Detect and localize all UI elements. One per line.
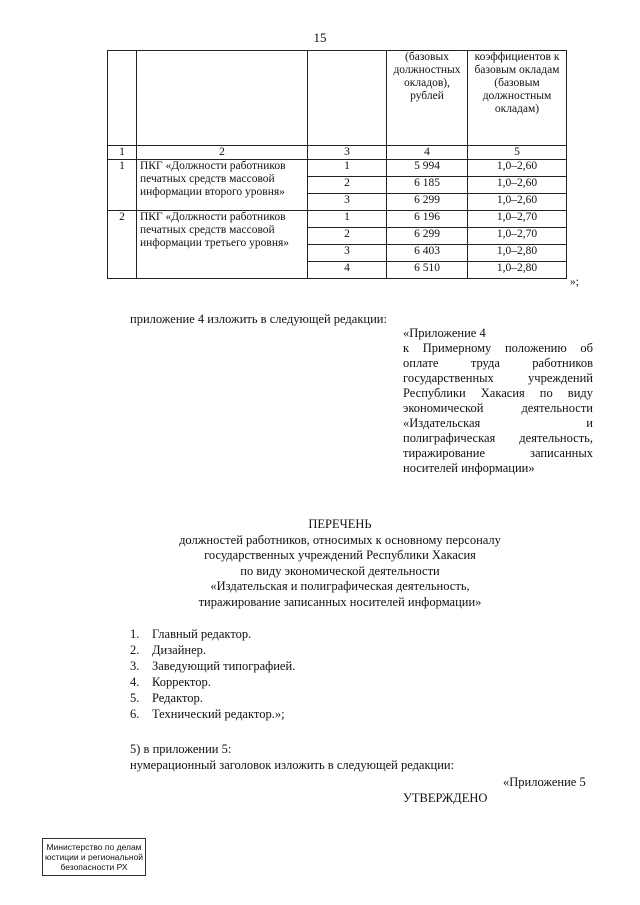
table-row — [108, 160, 567, 177]
list-item-number: 5. — [130, 691, 140, 705]
header-salary-cell: (базовых должностных окладов), рублей — [387, 51, 468, 146]
positions-list — [130, 626, 295, 722]
appendix5-title: «Приложение 5 — [503, 775, 586, 789]
col-number: 5 — [468, 146, 567, 160]
heading-line: «Издательская и полиграфическая деятельность, — [210, 579, 470, 593]
page-number: 15 — [313, 30, 327, 45]
list-item — [130, 690, 295, 706]
appendix5-instruction: нумерационный заголовок изложить в следующей редакции: — [130, 758, 455, 772]
col-number: 3 — [308, 146, 387, 160]
list-item-number: 2. — [130, 643, 140, 657]
caption-line: тиражирование записанных — [403, 446, 593, 460]
caption-line: Республики Хакасия по виду — [403, 386, 593, 400]
approved-label: УТВЕРЖДЕНО — [403, 791, 488, 805]
coef-cell: 1,0–2,80 — [468, 262, 567, 279]
salary-cell: 6 299 — [387, 194, 468, 211]
level-cell: 3 — [308, 245, 387, 262]
col-number: 1 — [108, 146, 137, 160]
caption-line: государственных учреждений — [403, 371, 593, 385]
coef-cell: 1,0–2,80 — [468, 245, 567, 262]
salary-cell: 6 196 — [387, 211, 468, 228]
list-item-text: Редактор. — [152, 691, 203, 705]
col-number: 2 — [137, 146, 308, 160]
ministry-stamp — [42, 838, 146, 876]
list-item-text: Главный редактор. — [152, 627, 252, 641]
coef-cell: 1,0–2,70 — [468, 228, 567, 245]
list-item-number: 4. — [130, 675, 140, 689]
level-cell: 4 — [308, 262, 387, 279]
stamp-line: юстиции и региональной — [44, 852, 144, 862]
caption-line: «Издательская и — [403, 416, 593, 430]
list-heading — [0, 517, 640, 610]
list-item-number: 3. — [130, 659, 140, 673]
appendix4-caption — [403, 341, 593, 476]
list-item — [130, 626, 295, 642]
heading-title: ПЕРЕЧЕНЬ — [308, 517, 372, 531]
level-cell: 1 — [308, 211, 387, 228]
group-number: 2 — [108, 211, 137, 279]
header-cell — [137, 51, 308, 146]
list-item-text: Дизайнер. — [152, 643, 207, 657]
list-item-text: Корректор. — [152, 675, 211, 689]
col-number: 4 — [387, 146, 468, 160]
group-name: ПКГ «Должности работников печатных средств массовой информации второго уровня» — [137, 160, 308, 211]
level-cell: 3 — [308, 194, 387, 211]
heading-line: должностей работников, относимых к основному персоналу — [179, 532, 501, 547]
table-header-row — [108, 51, 567, 146]
list-item — [130, 674, 295, 690]
caption-line: оплате труда работников — [403, 356, 593, 370]
group-number: 1 — [108, 160, 137, 211]
heading-line: по виду экономической деятельности — [240, 563, 440, 578]
appendix4-title: «Приложение 4 — [403, 326, 486, 340]
intro-text: приложение 4 изложить в следующей редакции: — [130, 312, 387, 326]
coef-cell: 1,0–2,60 — [468, 177, 567, 194]
coef-cell: 1,0–2,60 — [468, 160, 567, 177]
level-cell: 2 — [308, 177, 387, 194]
caption-line: к Примерному положению об — [403, 341, 593, 355]
list-item-number: 6. — [130, 707, 140, 721]
salary-cell: 6 403 — [387, 245, 468, 262]
stamp-line: Министерство по делам — [46, 842, 142, 852]
header-coef-cell: коэффициентов к базовым окладам (базовым должностным окладам) — [468, 51, 567, 146]
heading-line: государственных учреждений Республики Хакасия — [204, 548, 476, 562]
level-cell: 2 — [308, 228, 387, 245]
header-cell — [308, 51, 387, 146]
salary-cell: 5 994 — [387, 160, 468, 177]
salary-table — [107, 50, 567, 279]
list-item — [130, 658, 295, 674]
table-row — [108, 211, 567, 228]
heading-line: тиражирование записанных носителей информации» — [198, 594, 482, 609]
salary-cell: 6 299 — [387, 228, 468, 245]
appendix5-item: 5) в приложении 5: — [130, 742, 232, 756]
list-item-number: 1. — [130, 627, 140, 641]
list-item — [130, 706, 295, 722]
salary-cell: 6 510 — [387, 262, 468, 279]
coef-cell: 1,0–2,70 — [468, 211, 567, 228]
table-closing-quote: »; — [570, 276, 579, 288]
list-item-text: Заведующий типографией. — [152, 659, 296, 673]
caption-line: полиграфическая деятельность, — [403, 431, 593, 445]
group-name: ПКГ «Должности работников печатных средств массовой информации третьего уровня» — [137, 211, 308, 279]
coef-cell: 1,0–2,60 — [468, 194, 567, 211]
salary-cell: 6 185 — [387, 177, 468, 194]
header-cell — [108, 51, 137, 146]
level-cell: 1 — [308, 160, 387, 177]
stamp-line: безопасности РХ — [60, 862, 128, 872]
list-item-text: Технический редактор.»; — [152, 707, 285, 721]
column-number-row — [108, 146, 567, 160]
caption-line: носителей информации» — [403, 461, 535, 475]
caption-line: экономической деятельности — [403, 401, 593, 415]
list-item — [130, 642, 295, 658]
